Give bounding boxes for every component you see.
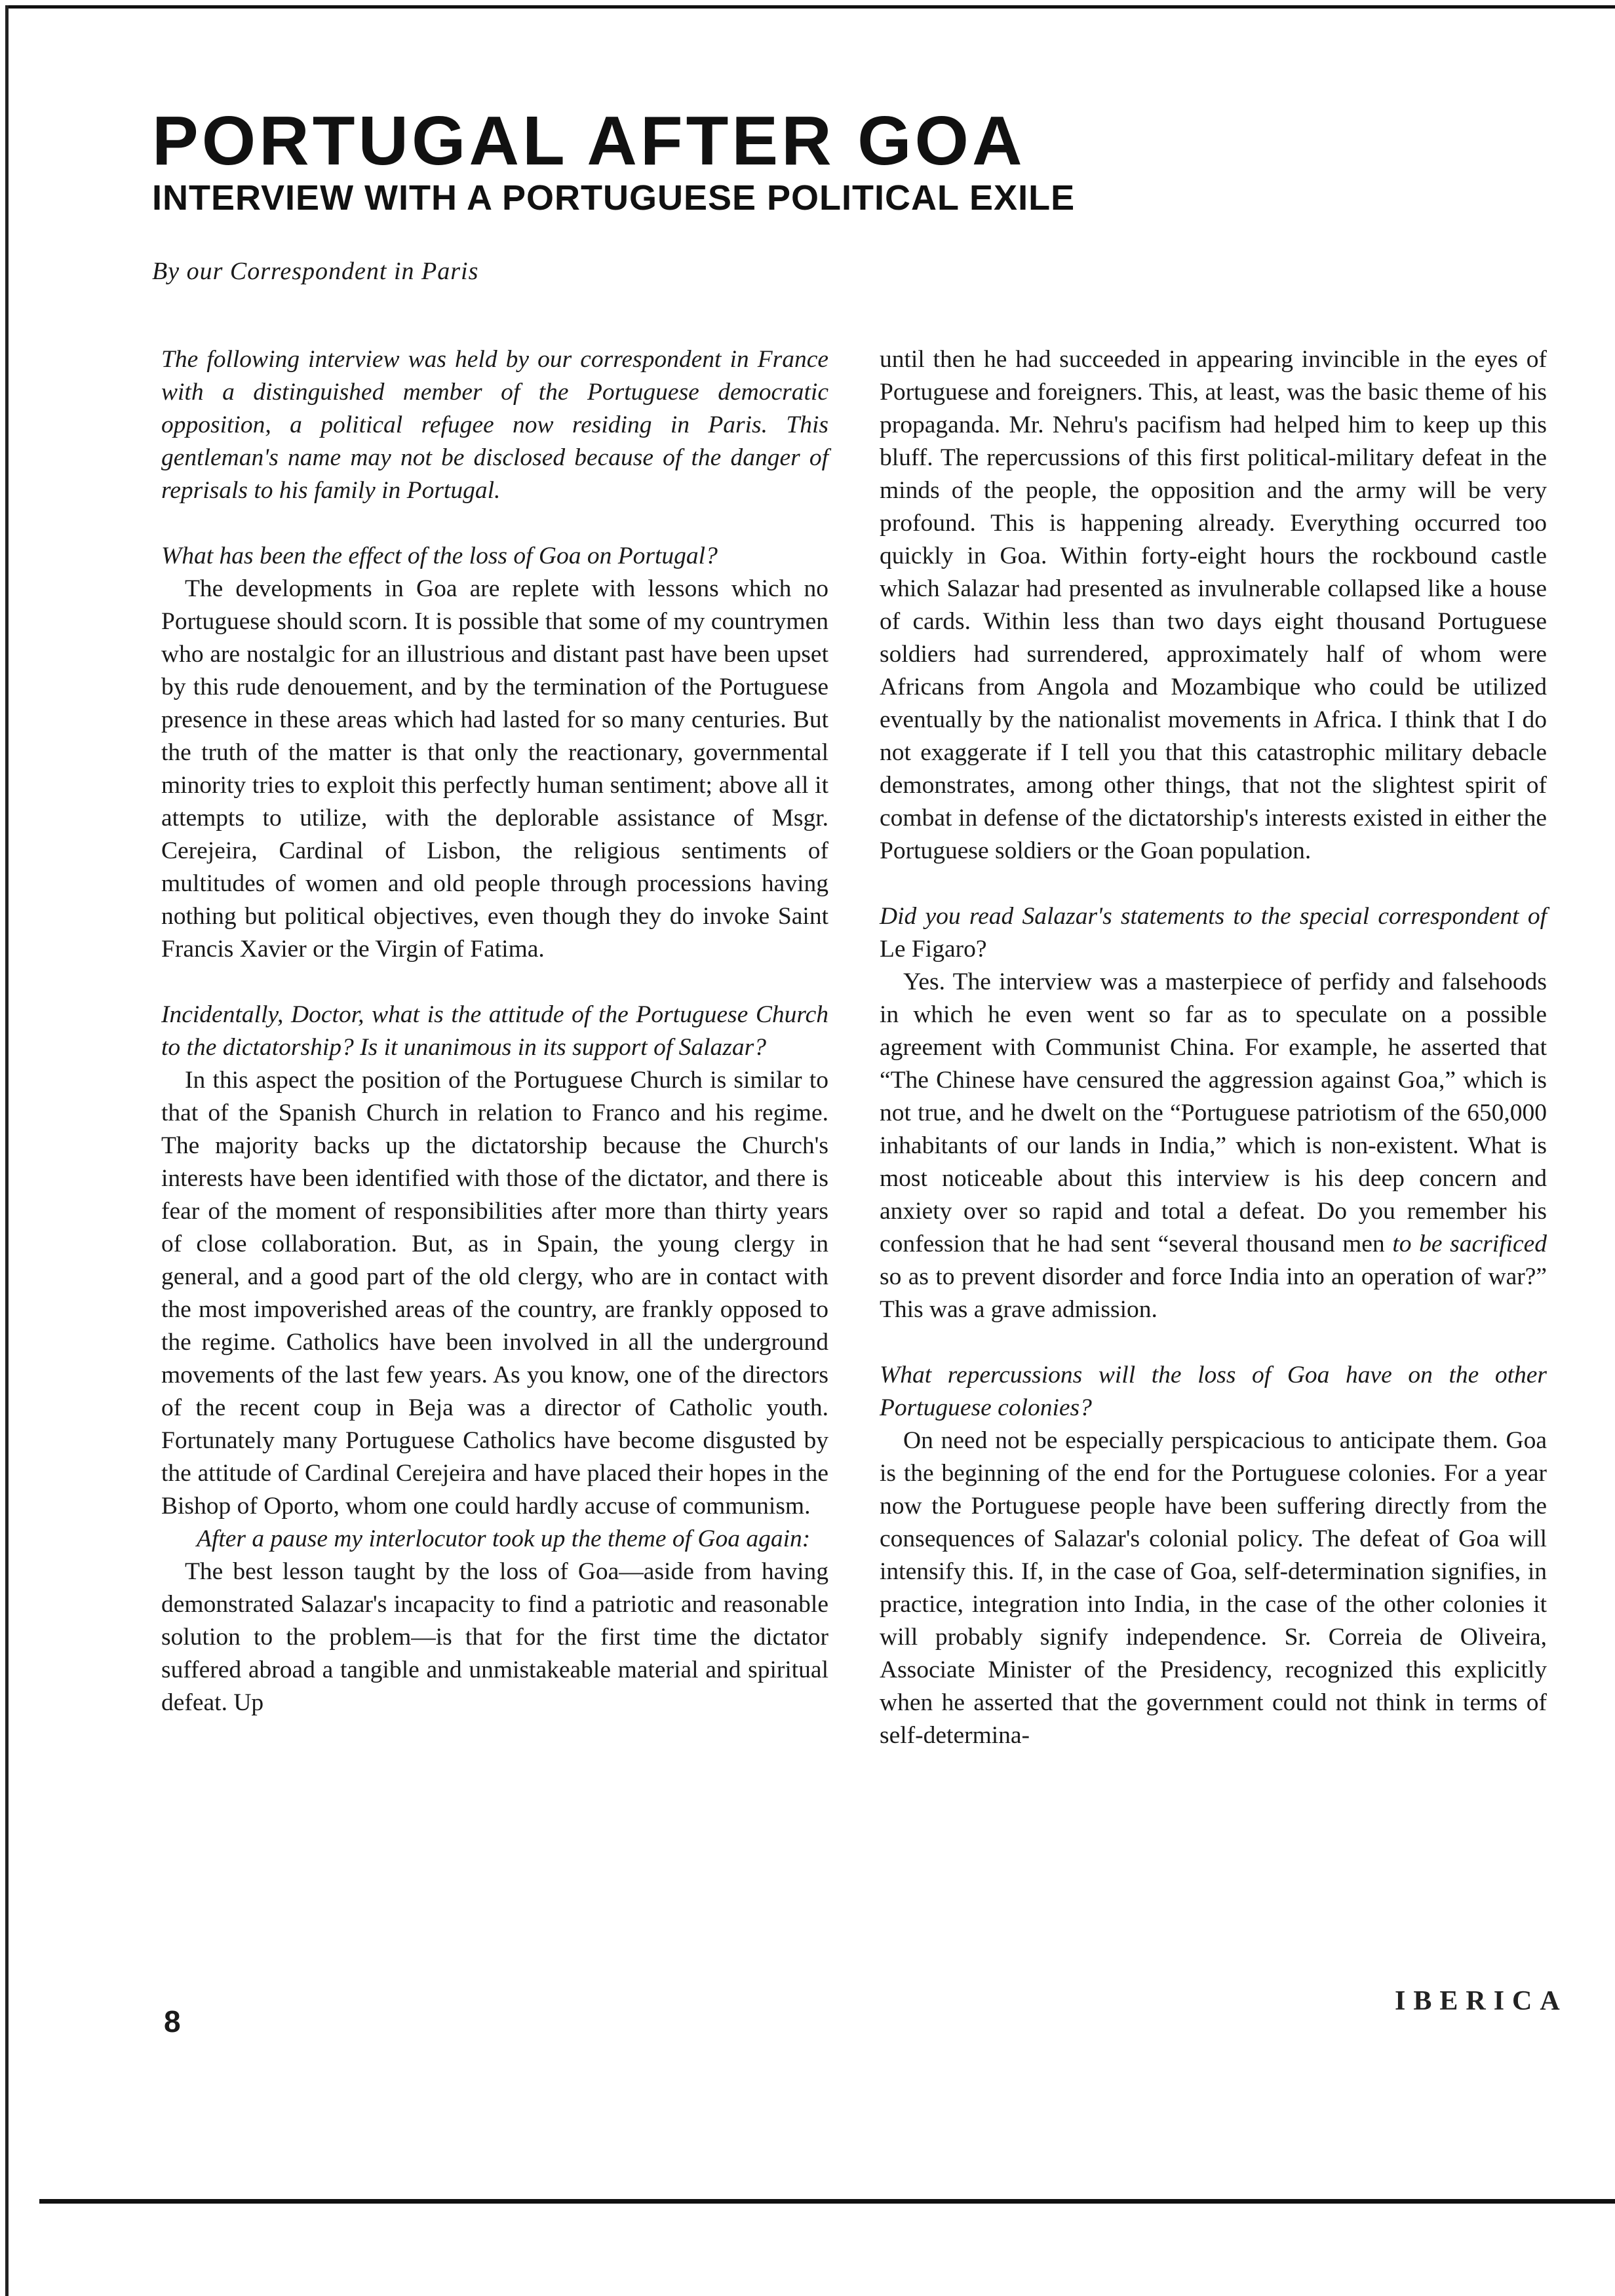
left-column <box>161 343 828 1719</box>
answer-4-part-2: so as to prevent disorder and force India into an operation of war?” This was a grave admission. <box>880 1263 1547 1323</box>
interlude: After a pause my interlocutor took up the theme of Goa again: <box>197 1525 811 1552</box>
article-subtitle: INTERVIEW WITH A PORTUGUESE POLITICAL EXILE <box>152 178 1076 218</box>
answer-2: In this aspect the position of the Portuguese Church is similar to that of the Spanish Church in relation to Franco and his regime. The majority backs up the dictatorship because the Church's interests have been identified with those of the dictator, and there is fear of the moment of responsibilities after more than thirty years of close collaboration. But, as in Spain, the young clergy in general, and a good part of the old clergy, who are in contact with the most impoverished areas of the country, are frankly opposed to the regime. Catholics have been involved in all the underground movements of the last few years. As you know, one of the directors of the recent coup in Beja was a director of Catholic youth. Fortunately many Portuguese Catholics have become disgusted by the attitude of Cardinal Cerejeira and have placed their hopes in the Bishop of Oporto, whom one could hardly accuse of communism. <box>161 1067 828 1520</box>
answer-5: On need not be especially perspicacious to anticipate them. Goa is the beginning of the end for the Portuguese colonies. For a year now the Portuguese people have been suffering directly from the consequences of Salazar's colonial policy. The defeat of Goa will intensify this. If, in the case of Goa, self-determination signifies, in practice, integration into India, in the case of the other colonies it will probably signify independence. Sr. Correia de Oliveira, Associate Minister of the Presidency, recognized this explicitly when he asserted that the government could not think in terms of self-determina- <box>880 1427 1547 1749</box>
question-3-text: Did you read Salazar's statements to the special correspondent of <box>880 903 1547 930</box>
page-number: 8 <box>164 2004 181 2038</box>
answer-4-part-1: Yes. The interview was a masterpiece of perfidy and falsehoods in which he even went so far as to speculate on a possible agreement with Communist China. For example, he asserted that “The Chinese have censured the aggression against Goa,” which is not true, and he dwelt on the “Portuguese patriotism of the 650,000 inhabitants of our lands in India,” which is non-existent. What is most noticeable about this interview is his deep concern and anxiety over so rapid and total a defeat. Do you remember his confession that he had sent “several thousand men <box>880 968 1547 1257</box>
right-column <box>880 343 1547 1752</box>
publication-name: IBERICA <box>1395 1986 1568 2016</box>
answer-4-emphasis: to be sacrificed <box>1392 1231 1547 1257</box>
article-title: PORTUGAL AFTER GOA <box>152 102 1026 180</box>
question-4: What repercussions will the loss of Goa have on the other Portuguese colonies? <box>880 1362 1547 1421</box>
left-border-rule <box>5 5 9 2296</box>
answer-3-continued: until then he had succeeded in appearing invincible in the eyes of Portuguese and foreigners. This, at least, was the basic theme of his propaganda. Mr. Nehru's pacifism had helped him to keep up this bluff. The repercussions of this first political-military defeat in the minds of the people, the opposition and the army will be very profound. This is happening already. Everything occurred too quickly in Goa. Within forty-eight hours the rockbound castle which Salazar had presented as invulnerable collapsed like a house of cards. Within less than two days eight thousand Portuguese soldiers had surrendered, approximately half of whom were Africans from Angola and Mozambique who could be utilized eventually by the nationalist movements in Africa. I think that I do not exaggerate if I tell you that this catastrophic military debacle demonstrates, among other things, that not the slightest spirit of combat in defense of the dictatorship's interests existed in either the Portuguese soldiers or the Goan population. <box>880 346 1547 864</box>
intro-paragraph: The following interview was held by our correspondent in France with a distinguished member of the Portuguese democratic opposition, a political refugee now residing in Paris. This gentleman's name may not be disclosed because of the danger of reprisals to his family in Portugal. <box>161 346 828 504</box>
newspaper-name: Le Figaro <box>880 936 976 963</box>
top-border-rule <box>5 5 1615 9</box>
answer-3: The best lesson taught by the loss of Goa—aside from having demonstrated Salazar's incapacity to find a patriotic and reasonable solution to the problem—is that for the first time the dictator suffered abroad a tangible and unmistakeable material and spiritual defeat. Up <box>161 1558 828 1716</box>
bottom-border-rule <box>39 2199 1615 2204</box>
answer-1: The developments in Goa are replete with lessons which no Portuguese should scorn. It is possible that some of my countrymen who are nostalgic for an illustrious and distant past have been upset by this rude denouement, and by the termination of the Portuguese presence in these areas which had lasted for so many centuries. But the truth of the matter is that only the reactionary, governmental minority tries to exploit this perfectly human sentiment; above all it attempts to utilize, with the deplorable assistance of Msgr. Cerejeira, Cardinal of Lisbon, the religious sentiments of multitudes of women and old people through processions having nothing but political objectives, even though they do invoke Saint Francis Xavier or the Virgin of Fatima. <box>161 575 828 963</box>
answer-4 <box>880 966 1547 1326</box>
question-1: What has been the effect of the loss of Goa on Portugal? <box>161 543 718 569</box>
question-3 <box>880 900 1547 966</box>
question-3-mark: ? <box>975 936 987 963</box>
byline: By our Correspondent in Paris <box>152 258 479 285</box>
question-2: Incidentally, Doctor, what is the attitude of the Portuguese Church to the dictatorship? Is it unanimous in its support of Salazar? <box>161 1001 828 1061</box>
